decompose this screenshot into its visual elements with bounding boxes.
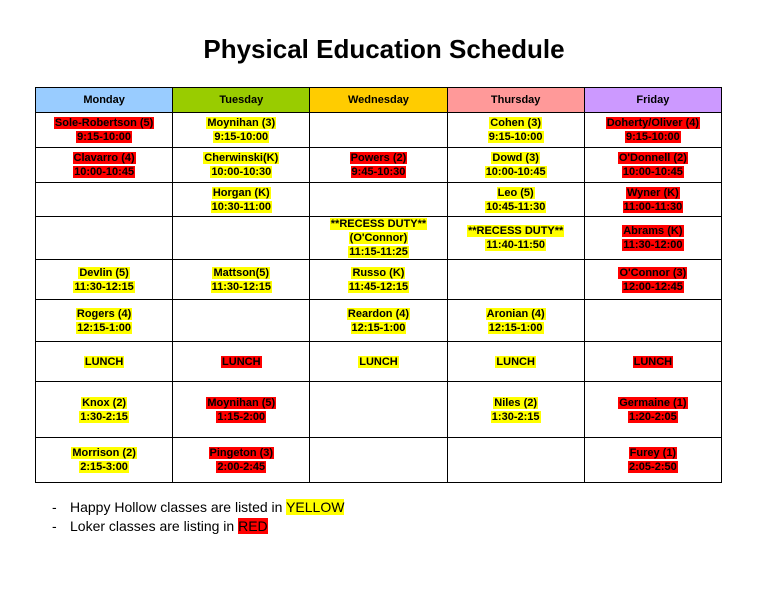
- schedule-row: [36, 382, 722, 438]
- schedule-row: [36, 260, 722, 300]
- class-name: Morrison (2): [72, 447, 136, 459]
- schedule-cell-thursday: [447, 183, 584, 217]
- note-text: Loker classes are listing in: [70, 518, 239, 534]
- schedule-cell-friday: [584, 148, 721, 183]
- schedule-cell-friday: [584, 300, 721, 342]
- schedule-cell-wednesday: [310, 113, 447, 148]
- class-time: 1:30-2:15: [491, 410, 540, 423]
- schedule-cell-monday: [36, 342, 173, 382]
- schedule-cell-thursday: [447, 217, 584, 260]
- class-time: 1:15-2:00: [217, 410, 266, 423]
- day-header-friday: Friday: [584, 88, 721, 113]
- class-time: 12:15-1:00: [77, 321, 131, 334]
- class-time: 11:00-11:30: [623, 200, 683, 213]
- class-name: Cohen (3): [490, 117, 542, 129]
- class-time: 12:15-1:00: [488, 321, 543, 334]
- class-name: Sole-Robertson (5): [54, 117, 154, 129]
- class-name: Wyner (K): [627, 186, 679, 199]
- class-name: Russo (K): [352, 266, 405, 279]
- class-name: Niles (2): [494, 396, 538, 409]
- day-header-wednesday: Wednesday: [310, 88, 447, 113]
- schedule-cell-tuesday: [173, 183, 310, 217]
- class-name: Germaine (1): [619, 396, 687, 409]
- page-title: Physical Education Schedule: [203, 34, 565, 64]
- class-name: Aronian (4): [486, 307, 545, 320]
- schedule-cell-tuesday: [173, 342, 310, 382]
- class-name: Moynihan (3): [207, 117, 276, 129]
- class-time: 12:00-12:45: [622, 280, 683, 293]
- class-name: **RECESS DUTY**: [467, 225, 564, 237]
- class-time: 9:45-10:30: [351, 166, 406, 178]
- schedule-cell-friday: [584, 260, 721, 300]
- schedule-cell-friday: [584, 217, 721, 260]
- schedule-cell-tuesday: [173, 300, 310, 342]
- header-row: [36, 88, 722, 113]
- note-text: Happy Hollow classes are listed in: [70, 499, 287, 515]
- note-highlight: YELLOW: [286, 499, 345, 515]
- day-header-monday: Monday: [36, 88, 173, 113]
- legend-notes: [52, 498, 344, 536]
- schedule-cell-wednesday: [310, 183, 447, 217]
- schedule-cell-friday: [584, 382, 721, 438]
- class-name: Pingeton (3): [209, 447, 274, 459]
- schedule-cell-thursday: [447, 342, 584, 382]
- schedule-cell-wednesday: [310, 438, 447, 483]
- class-name: O'Donnell (2): [618, 152, 687, 164]
- note-highlight: RED: [238, 518, 268, 534]
- class-time: 9:15-10:00: [488, 131, 543, 143]
- schedule-cell-monday: [36, 217, 173, 260]
- schedule-row: [36, 148, 722, 183]
- class-time: 1:20-2:05: [629, 410, 677, 423]
- class-name: LUNCH: [359, 355, 398, 368]
- bullet-dash: -: [52, 499, 57, 515]
- class-time: 11:30-12:15: [74, 280, 134, 293]
- class-name: Clavarro (4): [73, 152, 135, 164]
- class-name: Horgan (K): [212, 186, 270, 199]
- class-time: 2:15-3:00: [80, 461, 128, 473]
- class-time: 2:00-2:45: [217, 461, 266, 473]
- schedule-cell-tuesday: [173, 148, 310, 183]
- legend-note: [52, 517, 344, 536]
- class-time: 1:30-2:15: [80, 410, 128, 423]
- class-time: 9:15-10:00: [214, 131, 269, 143]
- class-time: 11:15-11:25: [349, 246, 408, 258]
- class-time: 10:45-11:30: [485, 200, 546, 213]
- class-time: 10:00-10:45: [485, 166, 546, 178]
- schedule-cell-thursday: [447, 438, 584, 483]
- class-time: 2:05-2:50: [629, 461, 677, 473]
- schedule-cell-monday: [36, 113, 173, 148]
- class-name: Furey (1): [629, 447, 677, 459]
- schedule-cell-friday: [584, 438, 721, 483]
- day-header-tuesday: Tuesday: [173, 88, 310, 113]
- class-name: Cherwinski(K): [204, 152, 279, 164]
- schedule-cell-wednesday: [310, 217, 447, 260]
- class-name: O'Connor (3): [619, 266, 687, 279]
- schedule-row: [36, 183, 722, 217]
- schedule-cell-monday: [36, 382, 173, 438]
- class-time: 9:15-10:00: [625, 131, 680, 143]
- schedule-cell-friday: [584, 113, 721, 148]
- class-name: Moynihan (5): [207, 396, 276, 409]
- class-name: Rogers (4): [76, 307, 132, 320]
- legend-note: [52, 498, 344, 517]
- class-time: (O'Connor): [349, 232, 408, 244]
- class-name: Mattson(5): [213, 266, 270, 279]
- class-name: LUNCH: [84, 355, 124, 368]
- day-header-thursday: Thursday: [447, 88, 584, 113]
- class-time: 11:30-12:15: [211, 280, 271, 293]
- schedule-row: [36, 113, 722, 148]
- schedule-body: [36, 113, 722, 483]
- schedule-cell-monday: [36, 148, 173, 183]
- schedule-cell-wednesday: [310, 148, 447, 183]
- schedule-cell-monday: [36, 438, 173, 483]
- schedule-cell-wednesday: [310, 382, 447, 438]
- class-name: Reardon (4): [347, 307, 410, 320]
- class-name: **RECESS DUTY**: [330, 218, 427, 230]
- schedule-cell-thursday: [447, 382, 584, 438]
- schedule-row: [36, 217, 722, 260]
- class-name: Leo (5): [497, 186, 534, 199]
- schedule-cell-tuesday: [173, 217, 310, 260]
- class-name: Abrams (K): [623, 225, 683, 237]
- class-time: 10:30-11:00: [211, 200, 271, 213]
- class-time: 10:00-10:45: [622, 166, 683, 178]
- class-name: Dowd (3): [492, 152, 539, 164]
- schedule-cell-tuesday: [173, 113, 310, 148]
- class-time: 11:45-12:15: [348, 280, 409, 293]
- schedule-row: [36, 300, 722, 342]
- schedule-table: [35, 87, 722, 483]
- class-name: LUNCH: [633, 355, 673, 368]
- class-name: LUNCH: [496, 355, 535, 368]
- schedule-cell-friday: [584, 342, 721, 382]
- schedule-cell-friday: [584, 183, 721, 217]
- class-time: 11:30-12:00: [623, 239, 683, 251]
- class-name: Powers (2): [350, 152, 407, 164]
- schedule-cell-monday: [36, 260, 173, 300]
- schedule-cell-tuesday: [173, 260, 310, 300]
- schedule-cell-wednesday: [310, 260, 447, 300]
- schedule-row: [36, 438, 722, 483]
- schedule-cell-thursday: [447, 148, 584, 183]
- schedule-row: [36, 342, 722, 382]
- schedule-cell-thursday: [447, 300, 584, 342]
- class-name: Knox (2): [82, 396, 127, 409]
- schedule-cell-thursday: [447, 113, 584, 148]
- schedule-cell-monday: [36, 300, 173, 342]
- class-name: Doherty/Oliver (4): [606, 117, 700, 129]
- class-name: LUNCH: [222, 355, 261, 368]
- schedule-cell-wednesday: [310, 342, 447, 382]
- schedule-cell-thursday: [447, 260, 584, 300]
- schedule-cell-monday: [36, 183, 173, 217]
- class-time: 11:40-11:50: [486, 239, 546, 251]
- bullet-dash: -: [52, 518, 57, 534]
- class-time: 10:00-10:45: [74, 166, 135, 178]
- schedule-cell-tuesday: [173, 382, 310, 438]
- class-time: 12:15-1:00: [351, 321, 406, 334]
- class-time: 10:00-10:30: [211, 166, 272, 178]
- class-time: 9:15-10:00: [77, 131, 131, 143]
- schedule-cell-tuesday: [173, 438, 310, 483]
- schedule-cell-wednesday: [310, 300, 447, 342]
- class-name: Devlin (5): [79, 266, 129, 279]
